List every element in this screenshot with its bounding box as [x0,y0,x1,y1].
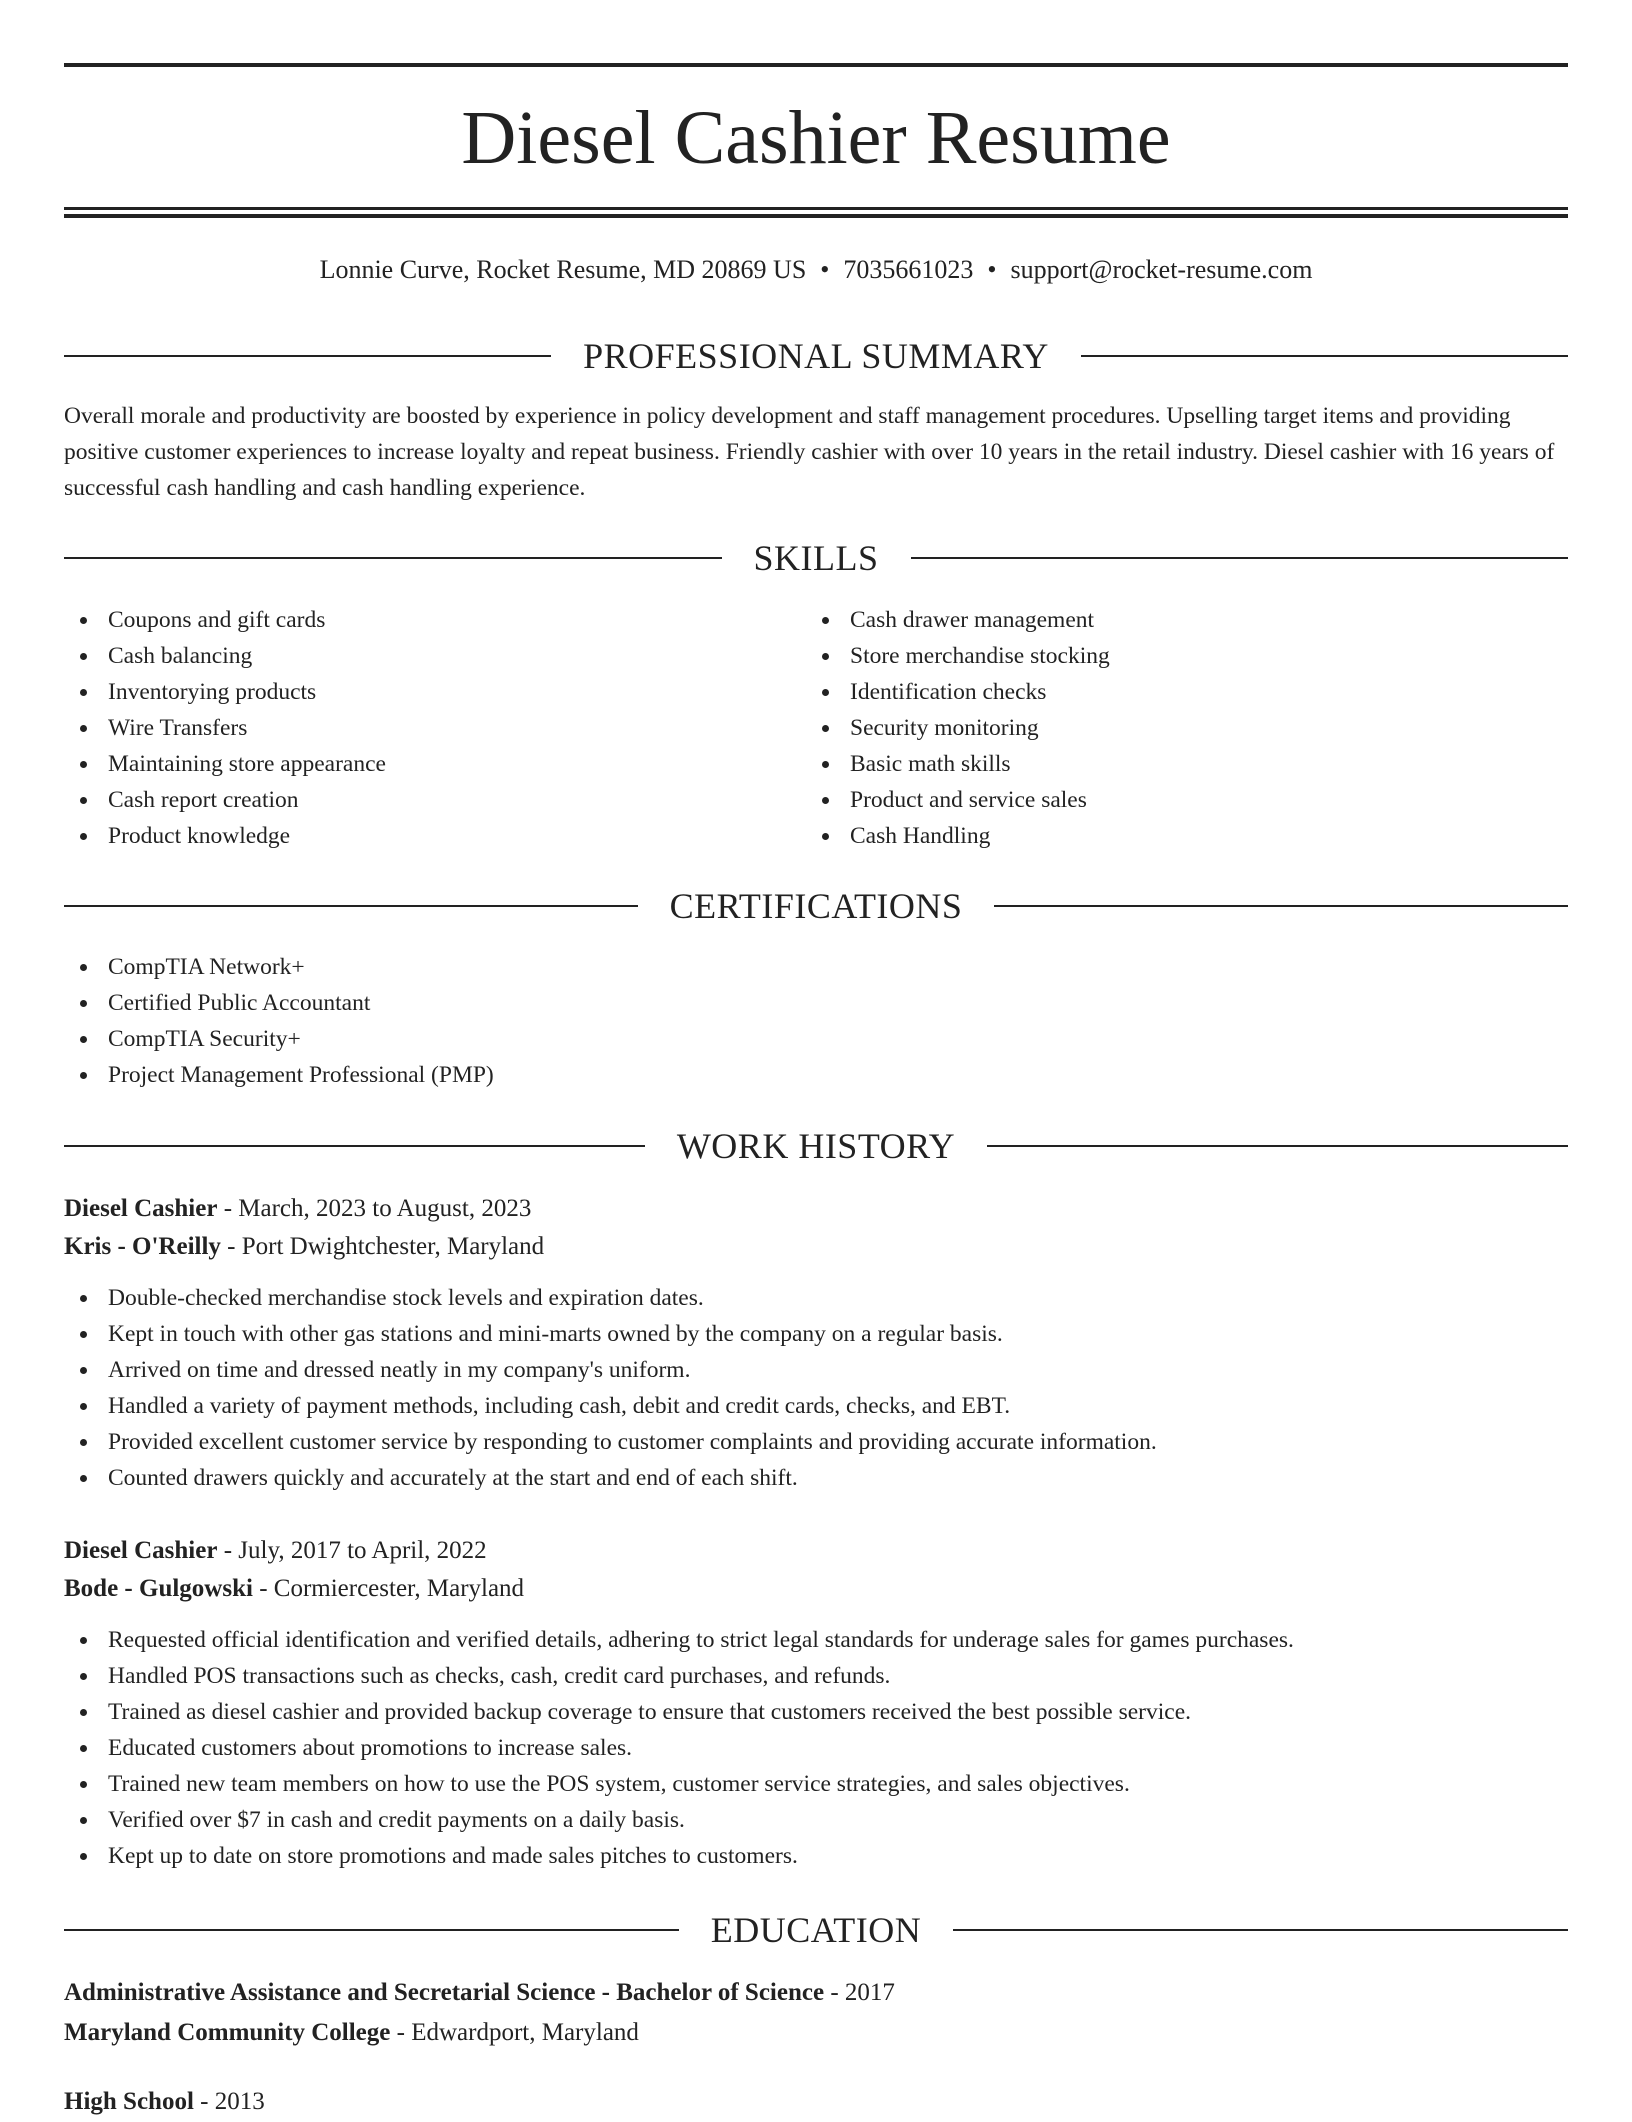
job-dates: March, 2023 to August, 2023 [238,1195,532,1222]
job-title: Diesel Cashier [64,1537,218,1564]
certifications-list [64,949,1568,1093]
skill-item: Coupons and gift cards [64,602,806,638]
education-entry [64,1973,1568,2053]
job-location: Port Dwightchester, Maryland [241,1233,545,1260]
section-heading-certifications [64,886,1568,926]
job-title-line [64,1532,1568,1570]
skill-item: Maintaining store appearance [64,746,806,782]
job-bullet: Counted drawers quickly and accurately at the start and end of each shift. [64,1460,1568,1496]
heading-rule [64,1145,645,1147]
contact-separator: • [820,255,830,284]
job-bullet: Arrived on time and dressed neatly in my company's uniform. [64,1352,1568,1388]
job-bullets [64,1622,1568,1874]
education-year: 2017 [844,1979,895,2006]
education-degree-line [64,2082,1568,2122]
dash: - [217,1537,239,1564]
section-heading-work-history [64,1126,1568,1166]
job-bullet: Provided excellent customer service by responding to customer complaints and providing accurate information. [64,1424,1568,1460]
dash: - [252,1575,274,1602]
skills-list [64,602,1568,854]
skill-item: Product knowledge [64,818,806,854]
heading-rule [994,905,1568,907]
skill-item: Security monitoring [806,710,1548,746]
skill-item: Store merchandise stocking [806,638,1548,674]
skill-item: Inventorying products [64,674,806,710]
skill-item: Basic math skills [806,746,1548,782]
education-school-line [64,2013,1568,2053]
certification-item: CompTIA Network+ [64,949,1568,985]
skill-item: Cash balancing [64,638,806,674]
job-bullet: Kept up to date on store promotions and made sales pitches to customers. [64,1838,1568,1874]
education-degree: Administrative Assistance and Secretarial Science - Bachelor of Science [64,1979,825,2006]
certification-item: Project Management Professional (PMP) [64,1057,1568,1093]
dash: - [193,2088,215,2115]
job-entry [64,1532,1568,1874]
skill-item: Cash drawer management [806,602,1548,638]
job-location: Cormiercester, Maryland [273,1575,525,1602]
section-heading-label: SKILLS [753,538,879,578]
dash: - [390,2019,412,2046]
contact-email: support@rocket-resume.com [1010,255,1313,284]
job-company: Kris - O'Reilly [64,1233,221,1260]
job-company-line [64,1228,1568,1266]
education-location: Edwardport, Maryland [411,2019,639,2046]
heading-rule [64,557,722,559]
job-company-line [64,1570,1568,1608]
certification-item: Certified Public Accountant [64,985,1568,1021]
contact-line [64,252,1568,288]
skill-item: Product and service sales [806,782,1548,818]
page-title: Diesel Cashier Resume [461,96,1171,180]
job-bullet: Verified over $7 in cash and credit payments on a daily basis. [64,1802,1568,1838]
dash: - [824,1979,845,2006]
education-school: Maryland Community College [64,2019,391,2046]
summary-text: Overall morale and productivity are boosted by experience in policy development and staff management procedures. Upselling target items and providing positive customer experiences to increase loyalty and repeat business. Friendly cashier with over 10 years in the retail industry. Diesel cashier with 16 years of successful cash handling and cash handling experience. [64,403,1555,501]
skill-item: Wire Transfers [64,710,806,746]
heading-rule [911,557,1569,559]
section-heading-skills [64,538,1568,578]
job-bullet: Double-checked merchandise stock levels and expiration dates. [64,1280,1568,1316]
contact-address: Lonnie Curve, Rocket Resume, MD 20869 US [319,255,807,284]
certification-item: CompTIA Security+ [64,1021,1568,1057]
heading-rule [64,905,638,907]
heading-rule [953,1929,1568,1931]
heading-rule [1081,355,1568,357]
job-bullet: Kept in touch with other gas stations and mini-marts owned by the company on a regular basis. [64,1316,1568,1352]
job-company: Bode - Gulgowski [64,1575,253,1602]
education-degree-line [64,1973,1568,2013]
skills-column-right [806,602,1548,854]
education-year: 2013 [214,2088,265,2115]
contact-separator: • [987,255,997,284]
title-double-rule [64,207,1568,218]
skill-item: Identification checks [806,674,1548,710]
job-bullet: Trained as diesel cashier and provided backup coverage to ensure that customers received the best possible service. [64,1694,1568,1730]
job-title: Diesel Cashier [64,1195,218,1222]
education-entry [64,2082,1568,2122]
section-heading-label: EDUCATION [710,1910,922,1950]
heading-rule [64,355,551,357]
job-title-line [64,1190,1568,1228]
dash: - [220,1233,242,1260]
job-bullet: Educated customers about promotions to increase sales. [64,1730,1568,1766]
section-heading-education [64,1910,1568,1950]
education-degree: High School [64,2088,194,2115]
section-heading-label: WORK HISTORY [676,1126,956,1166]
skill-item: Cash Handling [806,818,1548,854]
heading-rule [987,1145,1568,1147]
section-heading-label: CERTIFICATIONS [669,886,963,926]
section-heading-label: PROFESSIONAL SUMMARY [583,336,1049,376]
job-bullet: Requested official identification and verified details, adhering to strict legal standards for underage sales for games purchases. [64,1622,1568,1658]
contact-phone: 7035661023 [843,255,974,284]
job-bullet: Trained new team members on how to use the POS system, customer service strategies, and sales objectives. [64,1766,1568,1802]
job-entry [64,1190,1568,1496]
job-bullet: Handled a variety of payment methods, including cash, debit and credit cards, checks, and EBT. [64,1388,1568,1424]
dash: - [217,1195,239,1222]
skills-column-left [64,602,806,854]
section-heading-summary [64,336,1568,376]
top-rule [64,63,1568,67]
skill-item: Cash report creation [64,782,806,818]
job-dates: July, 2017 to April, 2022 [238,1537,487,1564]
heading-rule [64,1929,679,1931]
job-bullets [64,1280,1568,1496]
job-bullet: Handled POS transactions such as checks, cash, credit card purchases, and refunds. [64,1658,1568,1694]
